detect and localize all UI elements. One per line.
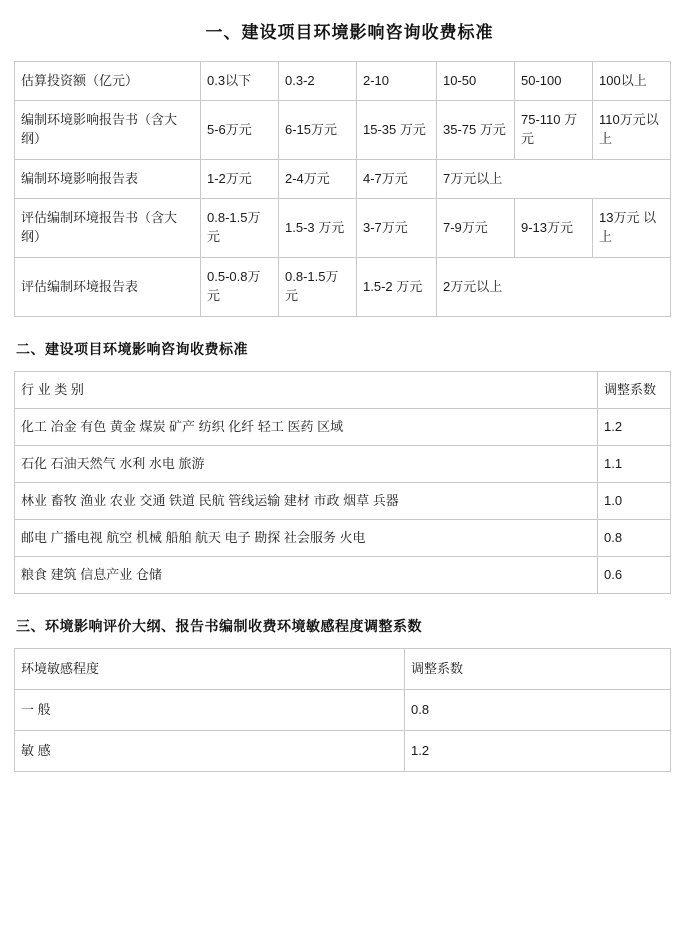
row-label: 评估编制环境报告书（含大纲）	[15, 199, 201, 258]
table-cell: 1-2万元	[201, 160, 279, 199]
table-header-cell: 调整系数	[405, 649, 671, 690]
table-cell: 0.8-1.5万元	[279, 258, 357, 317]
section-title-sensitivity: 三、环境影响评价大纲、报告书编制收费环境敏感程度调整系数	[16, 618, 422, 634]
table-row	[15, 199, 671, 258]
table-row	[15, 101, 671, 160]
industry-category: 邮电 广播电视 航空 机械 船舶 航天 电子 勘探 社会服务 火电	[15, 520, 598, 557]
table-header-cell: 估算投资额（亿元）	[15, 62, 201, 101]
table-row	[15, 483, 671, 520]
sensitivity-level: 一 般	[15, 690, 405, 731]
table-row	[15, 731, 671, 772]
table-cell: 7-9万元	[437, 199, 515, 258]
table-cell: 13万元 以上	[593, 199, 671, 258]
table-header-cell: 2-10	[357, 62, 437, 101]
table-cell: 0.5-0.8万元	[201, 258, 279, 317]
industry-category: 化工 冶金 有色 黄金 煤炭 矿产 纺织 化纤 轻工 医药 区域	[15, 409, 598, 446]
table-row	[15, 258, 671, 317]
table-header-row	[15, 372, 671, 409]
table-cell: 7万元以上	[437, 160, 671, 199]
page-title: 一、建设项目环境影响咨询收费标准	[205, 23, 494, 42]
table-header-cell: 调整系数	[598, 372, 671, 409]
table-row	[15, 520, 671, 557]
table-header-row	[15, 62, 671, 101]
row-label: 编制环境影响报告书（含大纲）	[15, 101, 201, 160]
sensitivity-coefficient-table	[14, 648, 671, 772]
table-cell: 1.5-3 万元	[279, 199, 357, 258]
table-row	[15, 690, 671, 731]
table-cell: 2-4万元	[279, 160, 357, 199]
industry-coefficient: 1.2	[598, 409, 671, 446]
table-header-cell: 行 业 类 别	[15, 372, 598, 409]
table-cell: 6-15万元	[279, 101, 357, 160]
table-row	[15, 557, 671, 594]
industry-coefficient: 1.0	[598, 483, 671, 520]
table-cell: 1.5-2 万元	[357, 258, 437, 317]
industry-coefficient-table	[14, 371, 671, 594]
table-cell: 0.8-1.5万元	[201, 199, 279, 258]
industry-coefficient: 1.1	[598, 446, 671, 483]
table-header-cell: 0.3以下	[201, 62, 279, 101]
sensitivity-level: 敏 感	[15, 731, 405, 772]
table-header-row	[15, 649, 671, 690]
table-header-cell: 10-50	[437, 62, 515, 101]
sensitivity-coefficient: 1.2	[405, 731, 671, 772]
table-cell: 75-110 万元	[515, 101, 593, 160]
table-cell: 110万元以上	[593, 101, 671, 160]
table-row	[15, 446, 671, 483]
sensitivity-coefficient: 0.8	[405, 690, 671, 731]
section-title-industry: 二、建设项目环境影响咨询收费标准	[16, 341, 248, 357]
industry-category: 粮食 建筑 信息产业 仓储	[15, 557, 598, 594]
fee-standard-table	[14, 61, 671, 317]
industry-category: 林业 畜牧 渔业 农业 交通 铁道 民航 管线运输 建材 市政 烟草 兵器	[15, 483, 598, 520]
industry-coefficient: 0.6	[598, 557, 671, 594]
table-cell: 3-7万元	[357, 199, 437, 258]
table-header-cell: 环境敏感程度	[15, 649, 405, 690]
row-label: 编制环境影响报告表	[15, 160, 201, 199]
table-cell: 9-13万元	[515, 199, 593, 258]
industry-category: 石化 石油天然气 水利 水电 旅游	[15, 446, 598, 483]
table-header-cell: 50-100	[515, 62, 593, 101]
table-cell: 5-6万元	[201, 101, 279, 160]
table-row	[15, 409, 671, 446]
table-cell: 15-35 万元	[357, 101, 437, 160]
table-cell: 2万元以上	[437, 258, 671, 317]
table-row	[15, 160, 671, 199]
row-label: 评估编制环境报告表	[15, 258, 201, 317]
table-cell: 35-75 万元	[437, 101, 515, 160]
table-header-cell: 100以上	[593, 62, 671, 101]
table-cell: 4-7万元	[357, 160, 437, 199]
industry-coefficient: 0.8	[598, 520, 671, 557]
table-header-cell: 0.3-2	[279, 62, 357, 101]
